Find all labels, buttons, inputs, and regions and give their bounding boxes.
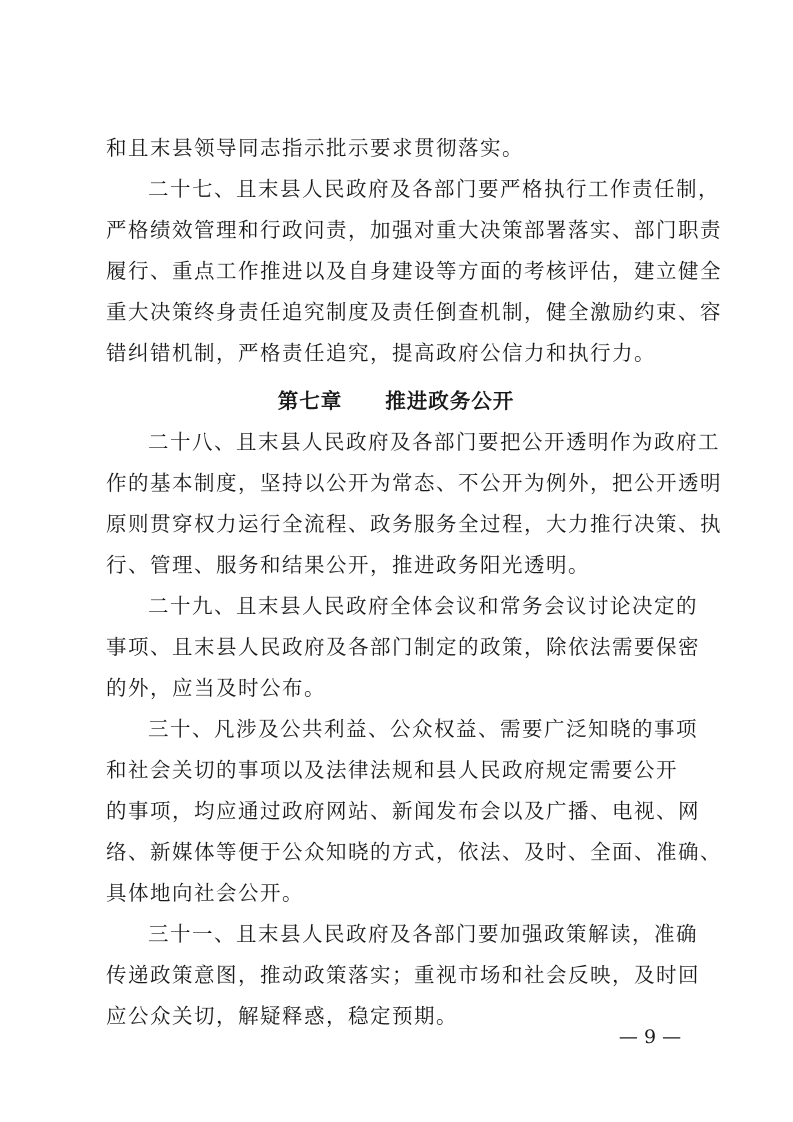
text-line: 行、管理、服务和结果公开，推进政务阳光透明。 xyxy=(106,553,590,577)
text-line: 二十七、且末县人民政府及各部门要严格执行工作责任制， xyxy=(148,177,720,201)
text-line: 错纠错机制，严格责任追究，提高政府公信力和执行力。 xyxy=(106,341,656,365)
text-line: 具体地向社会公开。 xyxy=(106,881,304,905)
chapter-heading: 第七章 推进政务公开 xyxy=(277,389,515,413)
text-line: 重大决策终身责任追究制度及责任倒查机制，健全激励约束、容 xyxy=(106,300,722,324)
text-line: 应公众关切，解疑释惑，稳定预期。 xyxy=(106,1004,458,1028)
text-line: 络、新媒体等便于公众知晓的方式，依法、及时、全面、准确、 xyxy=(106,840,722,864)
text-line: 二十九、且末县人民政府全体会议和常务会议讨论决定的 xyxy=(148,594,698,618)
text-line: 三十一、且末县人民政府及各部门要加强政策解读，准确 xyxy=(148,922,698,946)
text-line: 履行、重点工作推进以及自身建设等方面的考核评估，建立健全 xyxy=(106,259,722,283)
text-line: 传递政策意图，推动政策落实；重视市场和社会反映，及时回 xyxy=(106,963,700,987)
text-line: 严格绩效管理和行政问责，加强对重大决策部署落实、部门职责 xyxy=(106,218,722,242)
text-line: 二十八、且末县人民政府及各部门要把公开透明作为政府工 xyxy=(148,430,720,454)
page-number: — 9 — xyxy=(618,1026,682,1048)
text-line: 的外，应当及时公布。 xyxy=(106,676,326,700)
text-line: 事项、且末县人民政府及各部门制定的政策，除依法需要保密 xyxy=(106,635,700,659)
text-line: 的事项，均应通过政府网站、新闻发布会以及广播、电视、网 xyxy=(106,799,700,823)
text-line: 作的基本制度，坚持以公开为常态、不公开为例外，把公开透明 xyxy=(106,471,722,495)
text-line: 和且末县领导同志指示批示要求贯彻落实。 xyxy=(106,136,524,160)
text-line: 和社会关切的事项以及法律法规和县人民政府规定需要公开 xyxy=(106,758,678,782)
text-line: 三十、凡涉及公共利益、公众权益、需要广泛知晓的事项 xyxy=(148,717,698,741)
text-line: 原则贯穿权力运行全流程、政务服务全过程，大力推行决策、执 xyxy=(106,512,722,536)
